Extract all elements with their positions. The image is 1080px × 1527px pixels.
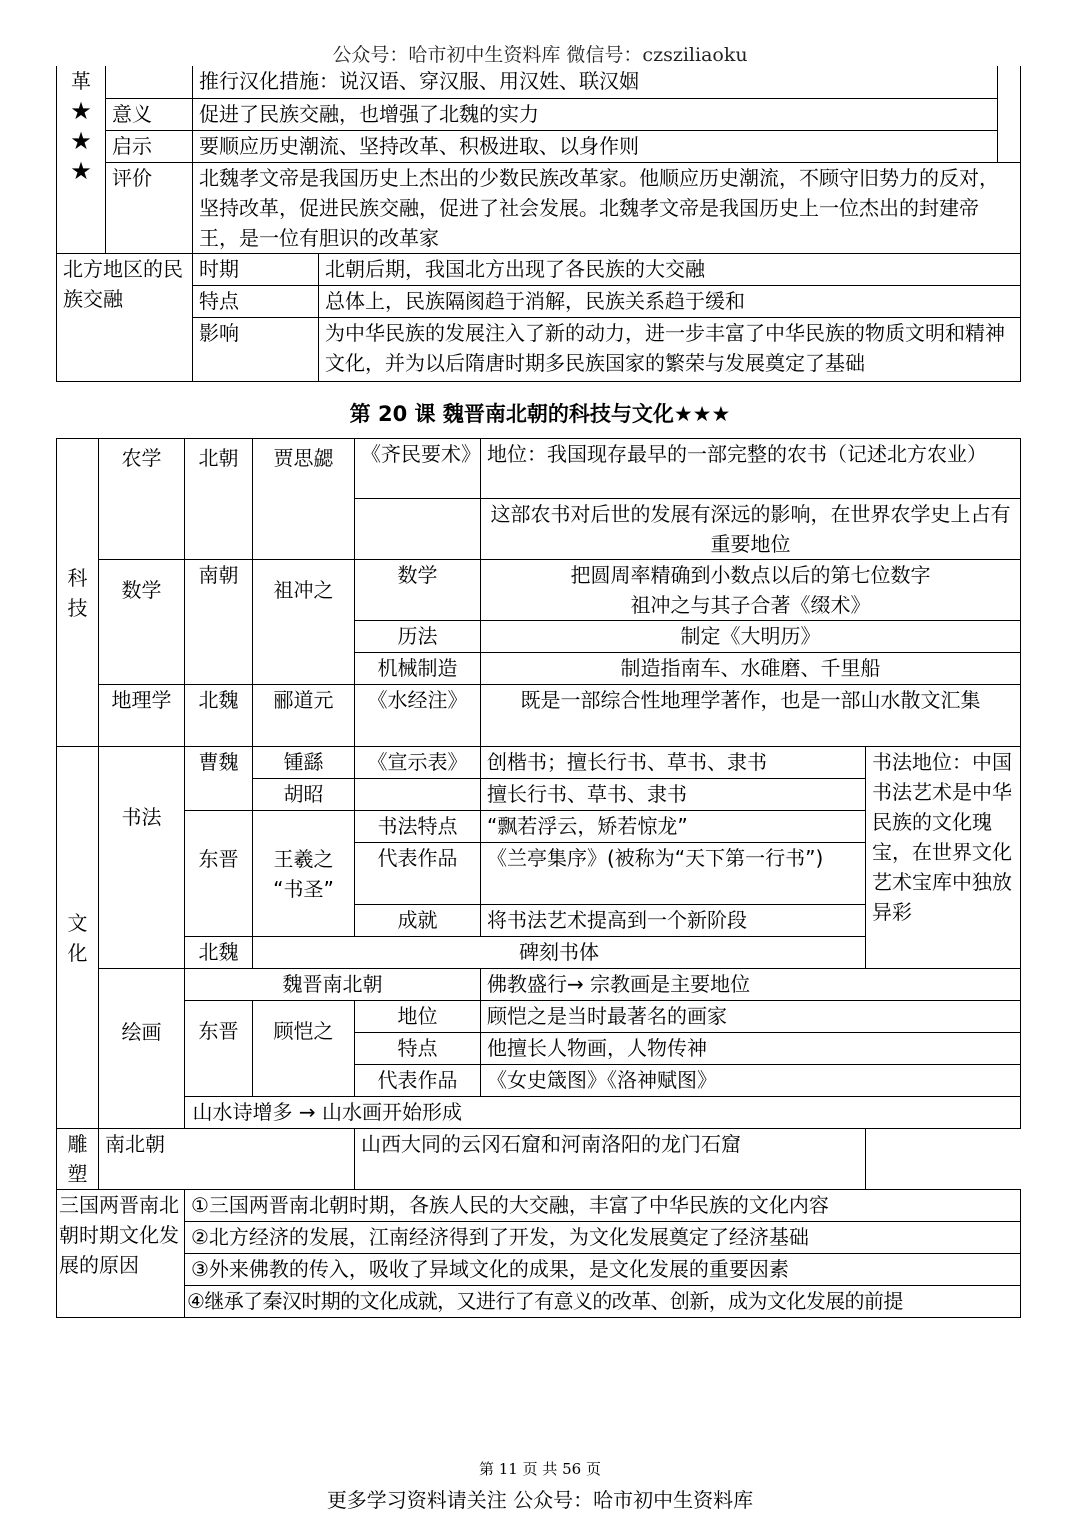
row-content: 为中华民族的发展注入了新的动力，进一步丰富了中华民族的物质文明和精神文化，并为以后隋唐时期多民族国家的繁荣与发展奠定了基础 <box>319 317 1021 381</box>
calligraphy-status: 书法地位：中国书法艺术是中华民族的文化瑰宝，在世界文化艺术宝库中独放异彩 <box>866 747 1021 969</box>
lesson-table <box>56 438 1021 1318</box>
field-diaosu: 雕塑 <box>57 1129 99 1190</box>
content-cell: 创楷书；擅长行书、草书、隶书 <box>481 747 866 779</box>
dynasty-cell: 南北朝 <box>99 1129 355 1190</box>
field-dili: 地理学 <box>99 685 185 747</box>
reform-table <box>56 66 1021 382</box>
sub-label: 代表作品 <box>355 1065 481 1097</box>
sub-label: 成就 <box>355 905 481 937</box>
page-number: 第 11 页 共 56 页 <box>478 1460 601 1478</box>
sub-label: 特点 <box>355 1033 481 1065</box>
star-icon: ★ <box>70 127 92 155</box>
row-content: 推行汉化措施：说汉语、穿汉服、用汉姓、联汉姻 <box>193 66 998 98</box>
sub-label: 代表作品 <box>355 843 481 905</box>
reason-item: ④继承了秦汉时期的文化成就，又进行了有意义的改革、创新，成为文化发展的前提 <box>185 1286 1021 1318</box>
person-title: “书圣” <box>273 877 334 901</box>
field-huihua: 绘画 <box>99 969 185 1129</box>
reason-item: ①三国两晋南北朝时期，各族人民的大交融，丰富了中华民族的文化内容 <box>185 1190 1021 1222</box>
lesson-title: 第 20 课 魏晋南北朝的科技与文化★★★ <box>349 402 731 426</box>
era-cell: 魏晋南北朝 <box>185 969 481 1001</box>
content-cell: 地位：我国现存最早的一部完整的农书（记述北方农业） <box>481 439 1021 499</box>
content-cell: 将书法艺术提高到一个新阶段 <box>481 905 866 937</box>
row-content: 总体上，民族隔阂趋于消解，民族关系趋于缓和 <box>319 285 1021 317</box>
blank-cell <box>355 499 481 560</box>
content-cell: 他擅长人物画，人物传神 <box>481 1033 1021 1065</box>
north-label: 北方地区的民族交融 <box>57 253 193 381</box>
row-label: 特点 <box>193 285 319 317</box>
dynasty-cell: 北魏 <box>185 937 253 969</box>
content-cell: 顾恺之是当时最著名的画家 <box>481 1001 1021 1033</box>
person-cell <box>253 811 355 937</box>
field-shuxue: 数学 <box>99 560 185 685</box>
row-content: 要顺应历史潮流、坚持改革、积极进取、以身作则 <box>193 130 998 162</box>
row-label: 影响 <box>193 317 319 381</box>
dynasty-cell: 曹魏 <box>185 747 253 811</box>
person-cell: 贾思勰 <box>253 439 355 560</box>
content-line: 祖冲之与其子合著《缀术》 <box>630 593 871 617</box>
page-header: 公众号：哈市初中生资料库 微信号：czsziliaoku <box>332 44 748 66</box>
sub-label: 数学 <box>355 560 481 621</box>
person-cell: 郦道元 <box>253 685 355 747</box>
content-cell: 既是一部综合性地理学著作，也是一部山水散文汇集 <box>481 685 1021 747</box>
content-cell: 这部农书对后世的发展有深远的影响，在世界农学史上占有重要地位 <box>481 499 1021 560</box>
row-content: 北朝后期，我国北方出现了各民族的大交融 <box>319 253 1021 285</box>
category-wenhua <box>57 747 99 1129</box>
dynasty-cell: 北朝 <box>185 439 253 560</box>
content-cell <box>192 1097 1021 1129</box>
row-label: 启示 <box>106 130 193 162</box>
content-cell: “飘若浮云，矫若惊龙” <box>481 811 866 843</box>
sub-label: 地位 <box>355 1001 481 1033</box>
content-cell: 碑刻书体 <box>253 937 866 969</box>
row-content: 北魏孝文帝是我国历史上杰出的少数民族改革家。他顺应历史潮流，不顾守旧势力的反对，坚持改革，促进民族交融，促进了社会发展。北魏孝文帝是我国历史上一位杰出的封建帝王，是一位有胆识的改革家 <box>193 162 1021 253</box>
field-shufa: 书法 <box>99 747 185 969</box>
content-cell: 佛教盛行→ 宗教画是主要地位 <box>481 969 1021 1001</box>
row-label: 意义 <box>106 98 193 130</box>
content-cell: 擅长行书、草书、隶书 <box>481 779 866 811</box>
star-icon: ★ <box>70 97 92 125</box>
reason-item: ②北方经济的发展，江南经济得到了开发，为文化发展奠定了经济基础 <box>185 1222 1021 1254</box>
category-label: 科技 <box>67 565 88 620</box>
footer-note: 更多学习资料请关注 公众号：哈市初中生资料库 <box>326 1488 754 1512</box>
work-cell: 《水经注》 <box>355 685 481 747</box>
person-cell: 胡昭 <box>253 779 355 811</box>
content-cell: 《女史箴图》《洛神赋图》 <box>481 1065 1021 1097</box>
row-label: 时期 <box>193 253 319 285</box>
dynasty-cell: 南朝 <box>185 560 253 685</box>
content-cell: 《兰亭集序》(被称为“天下第一行书”) <box>481 843 866 875</box>
content-cell: 制定《大明历》 <box>481 621 1021 653</box>
reasons-label: 三国两晋南北朝时期文化发展的原因 <box>57 1190 185 1318</box>
reform-label: 革 <box>71 69 91 93</box>
dynasty-cell: 东晋 <box>185 1001 253 1097</box>
person-cell: 锺繇 <box>253 747 355 779</box>
row-content: 促进了民族交融，也增强了北魏的实力 <box>193 98 998 130</box>
work-cell: 《宣示表》 <box>355 747 481 779</box>
blank-cell <box>998 66 1021 162</box>
landscape-note: 山水诗增多 → 山水画开始形成 <box>192 1100 462 1124</box>
content-cell: 制造指南车、水碓磨、千里船 <box>481 653 1021 685</box>
dynasty-cell: 东晋 <box>185 811 253 937</box>
blank-cell <box>355 779 481 811</box>
row-label: 评价 <box>106 162 193 253</box>
category-keji <box>57 439 99 747</box>
reform-star-column <box>57 66 106 253</box>
star-icon: ★ <box>70 157 92 185</box>
sub-label: 历法 <box>355 621 481 653</box>
content-line: 把圆周率精确到小数点以后的第七位数字 <box>570 563 931 587</box>
field-nongxue: 农学 <box>99 439 185 560</box>
person-name: 王羲之 <box>273 847 334 871</box>
person-cell: 顾恺之 <box>253 1001 355 1097</box>
content-cell: 山西大同的云冈石窟和河南洛阳的龙门石窟 <box>355 1129 866 1190</box>
sub-label: 书法特点 <box>355 811 481 843</box>
reason-item: ③外来佛教的传入，吸收了异域文化的成果，是文化发展的重要因素 <box>185 1254 1021 1286</box>
work-cell: 《齐民要术》 <box>355 439 481 499</box>
sub-label: 机械制造 <box>355 653 481 685</box>
category-label: 文化 <box>67 910 88 965</box>
dynasty-cell: 北魏 <box>185 685 253 747</box>
blank-cell <box>481 875 866 905</box>
person-cell: 祖冲之 <box>253 560 355 685</box>
content-cell <box>481 560 1021 621</box>
row-label <box>106 66 193 98</box>
